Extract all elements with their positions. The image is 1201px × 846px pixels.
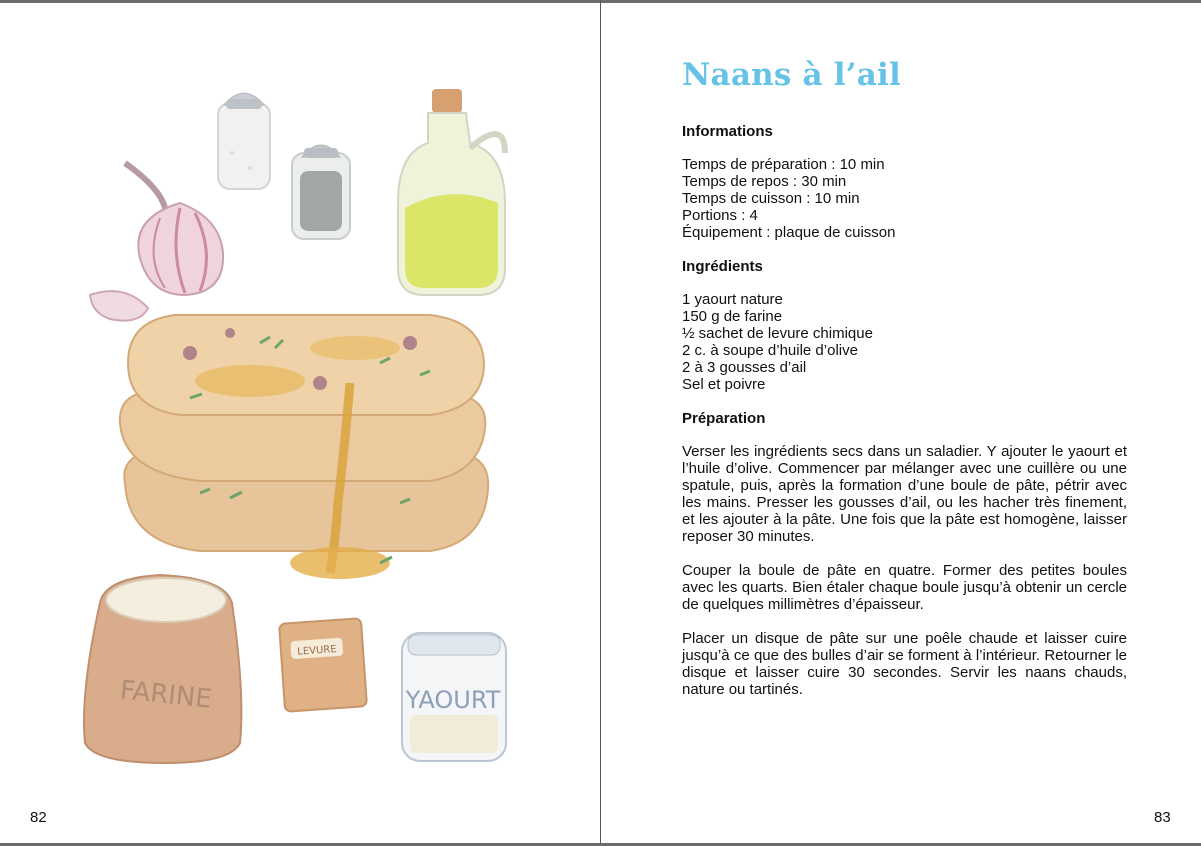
right-page xyxy=(601,3,1201,843)
garlic-bulb-icon xyxy=(125,163,223,295)
info-line: Temps de cuisson : 10 min xyxy=(682,190,860,207)
salt-shaker-icon xyxy=(218,93,270,189)
preparation-step: Placer un disque de pâte sur une poêle chaude et laisser cuire jusqu’à ce que des bulles d’air se forment à l’intérieur. Retourner le disque et laisser cuire 30 secondes. Servir les naans chauds, nature ou tartinés. xyxy=(682,630,1127,698)
ingredients-illustration xyxy=(0,3,600,803)
page-number-left: 82 xyxy=(30,809,47,826)
ingredients-heading: Ingrédients xyxy=(682,258,763,275)
preparation-step: Couper la boule de pâte en quatre. Former des petites boules avec les quarts. Bien étaler chaque boule jusqu’à obtenir un cercle de quelques millimètres d’épaisseur. xyxy=(682,562,1127,613)
info-line: Équipement : plaque de cuisson xyxy=(682,224,896,241)
pepper-shaker-icon xyxy=(292,145,350,239)
svg-text:YAOURT: YAOURT xyxy=(405,686,501,714)
recipe-title: Naans à l’ail xyxy=(682,57,901,93)
svg-text:LEVURE: LEVURE xyxy=(297,644,338,658)
recipe-content xyxy=(682,57,1127,715)
ingredient-line: 2 c. à soupe d’huile d’olive xyxy=(682,342,858,359)
informations-list xyxy=(682,156,1127,241)
informations-heading: Informations xyxy=(682,123,773,140)
yogurt-jar-icon xyxy=(402,633,506,761)
flour-sack-icon xyxy=(84,575,241,763)
garlic-clove-icon xyxy=(90,291,148,320)
ingredient-line: 1 yaourt nature xyxy=(682,291,783,308)
info-line: Temps de repos : 30 min xyxy=(682,173,847,190)
preparation-step: Verser les ingrédients secs dans un saladier. Y ajouter le yaourt et l’huile d’olive. Commencer par mélanger avec une cuillère ou une spatule, puis, après la formation d’une boule de pâte, pétrir avec les mains. Presser les gousses d’ail, ou les hacher très finement, et les ajouter à la pâte. Une fois que la pâte est homogène, laisser reposer 30 minutes. xyxy=(682,443,1127,545)
page-number-right: 83 xyxy=(1154,809,1171,826)
preparation-heading: Préparation xyxy=(682,410,766,427)
ingredient-line: ½ sachet de levure chimique xyxy=(682,325,873,342)
ingredient-line: 2 à 3 gousses d’ail xyxy=(682,359,807,376)
ingredient-line: 150 g de farine xyxy=(682,308,783,325)
info-line: Portions : 4 xyxy=(682,207,758,224)
left-page xyxy=(0,3,600,843)
yeast-packet-icon xyxy=(279,618,367,712)
info-line: Temps de préparation : 10 min xyxy=(682,156,885,173)
olive-oil-bottle-icon xyxy=(398,89,505,295)
ingredient-line: Sel et poivre xyxy=(682,376,766,393)
svg-text:FARINE: FARINE xyxy=(118,675,214,715)
ingredients-list xyxy=(682,291,1127,393)
naan-stack-icon xyxy=(120,315,488,579)
